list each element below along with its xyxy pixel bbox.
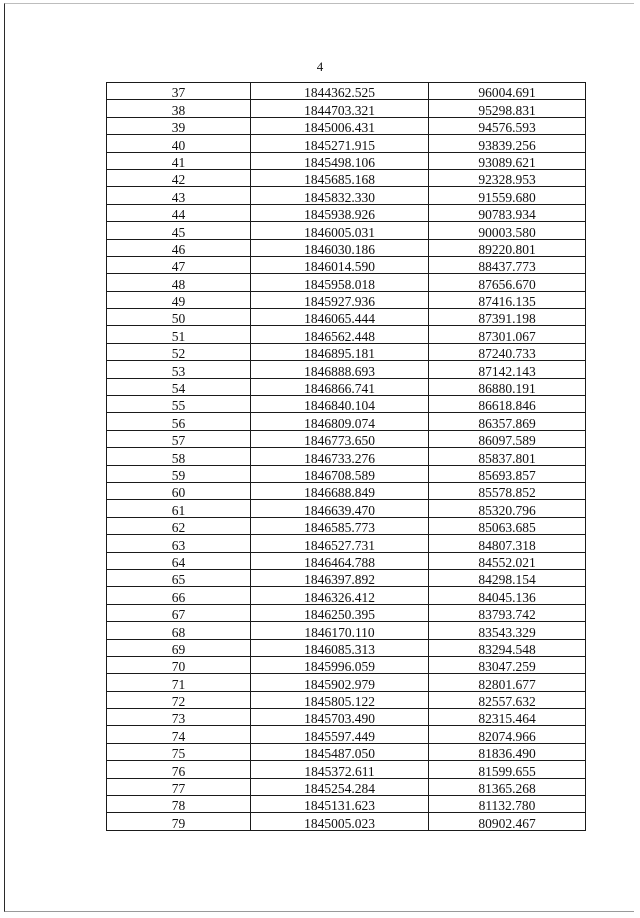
x-coordinate-cell: 1846005.031 xyxy=(251,222,429,239)
table-row xyxy=(107,239,586,256)
point-number-cell: 45 xyxy=(107,222,251,239)
y-coordinate-cell: 83543.329 xyxy=(429,622,586,639)
point-number-cell: 54 xyxy=(107,378,251,395)
x-coordinate-cell: 1844362.525 xyxy=(251,83,429,100)
table-row xyxy=(107,309,586,326)
table-row xyxy=(107,639,586,656)
table-row xyxy=(107,343,586,360)
point-number-cell: 49 xyxy=(107,291,251,308)
point-number-cell: 65 xyxy=(107,569,251,586)
table-row xyxy=(107,187,586,204)
table-row xyxy=(107,274,586,291)
x-coordinate-cell: 1846170.110 xyxy=(251,622,429,639)
table-row xyxy=(107,413,586,430)
table-row xyxy=(107,587,586,604)
table-row xyxy=(107,691,586,708)
table-row xyxy=(107,709,586,726)
point-number-cell: 39 xyxy=(107,117,251,134)
table-row xyxy=(107,674,586,691)
x-coordinate-cell: 1846030.186 xyxy=(251,239,429,256)
x-coordinate-cell: 1845372.611 xyxy=(251,761,429,778)
table-row xyxy=(107,117,586,134)
table-row xyxy=(107,796,586,813)
x-coordinate-cell: 1845131.623 xyxy=(251,796,429,813)
y-coordinate-cell: 86618.846 xyxy=(429,396,586,413)
table-row xyxy=(107,378,586,395)
x-coordinate-cell: 1846733.276 xyxy=(251,448,429,465)
table-row xyxy=(107,552,586,569)
table-row xyxy=(107,813,586,830)
table-row xyxy=(107,361,586,378)
table-row xyxy=(107,517,586,534)
x-coordinate-cell: 1846014.590 xyxy=(251,256,429,273)
point-number-cell: 73 xyxy=(107,709,251,726)
table-row xyxy=(107,604,586,621)
table-row xyxy=(107,535,586,552)
point-number-cell: 71 xyxy=(107,674,251,691)
x-coordinate-cell: 1845938.926 xyxy=(251,204,429,221)
table-row xyxy=(107,100,586,117)
table-row xyxy=(107,204,586,221)
point-number-cell: 64 xyxy=(107,552,251,569)
y-coordinate-cell: 87142.143 xyxy=(429,361,586,378)
y-coordinate-cell: 95298.831 xyxy=(429,100,586,117)
table-row xyxy=(107,569,586,586)
table-row xyxy=(107,256,586,273)
x-coordinate-cell: 1846708.589 xyxy=(251,465,429,482)
table-row xyxy=(107,656,586,673)
point-number-cell: 76 xyxy=(107,761,251,778)
table-row xyxy=(107,500,586,517)
x-coordinate-cell: 1846639.470 xyxy=(251,500,429,517)
table-row xyxy=(107,152,586,169)
y-coordinate-cell: 81365.268 xyxy=(429,778,586,795)
point-number-cell: 43 xyxy=(107,187,251,204)
table-row xyxy=(107,726,586,743)
point-number-cell: 70 xyxy=(107,656,251,673)
y-coordinate-cell: 84298.154 xyxy=(429,569,586,586)
x-coordinate-cell: 1846562.448 xyxy=(251,326,429,343)
point-number-cell: 44 xyxy=(107,204,251,221)
x-coordinate-cell: 1845597.449 xyxy=(251,726,429,743)
page-number: 4 xyxy=(316,59,324,74)
y-coordinate-cell: 85693.857 xyxy=(429,465,586,482)
x-coordinate-cell: 1846065.444 xyxy=(251,309,429,326)
point-number-cell: 79 xyxy=(107,813,251,830)
x-coordinate-cell: 1846866.741 xyxy=(251,378,429,395)
x-coordinate-cell: 1846809.074 xyxy=(251,413,429,430)
point-number-cell: 55 xyxy=(107,396,251,413)
y-coordinate-cell: 87391.198 xyxy=(429,309,586,326)
point-number-cell: 56 xyxy=(107,413,251,430)
table-row xyxy=(107,83,586,100)
point-number-cell: 48 xyxy=(107,274,251,291)
point-number-cell: 51 xyxy=(107,326,251,343)
point-number-cell: 66 xyxy=(107,587,251,604)
y-coordinate-cell: 82801.677 xyxy=(429,674,586,691)
y-coordinate-cell: 80902.467 xyxy=(429,813,586,830)
table-row xyxy=(107,482,586,499)
x-coordinate-cell: 1846326.412 xyxy=(251,587,429,604)
x-coordinate-cell: 1845832.330 xyxy=(251,187,429,204)
y-coordinate-cell: 82315.464 xyxy=(429,709,586,726)
y-coordinate-cell: 86097.589 xyxy=(429,430,586,447)
x-coordinate-cell: 1846397.892 xyxy=(251,569,429,586)
table-row xyxy=(107,761,586,778)
y-coordinate-cell: 91559.680 xyxy=(429,187,586,204)
x-coordinate-cell: 1845498.106 xyxy=(251,152,429,169)
coordinates-table xyxy=(106,82,586,831)
point-number-cell: 58 xyxy=(107,448,251,465)
y-coordinate-cell: 87416.135 xyxy=(429,291,586,308)
point-number-cell: 42 xyxy=(107,169,251,186)
point-number-cell: 62 xyxy=(107,517,251,534)
y-coordinate-cell: 87656.670 xyxy=(429,274,586,291)
point-number-cell: 69 xyxy=(107,639,251,656)
table-row xyxy=(107,396,586,413)
point-number-cell: 38 xyxy=(107,100,251,117)
point-number-cell: 75 xyxy=(107,743,251,760)
y-coordinate-cell: 85837.801 xyxy=(429,448,586,465)
y-coordinate-cell: 92328.953 xyxy=(429,169,586,186)
x-coordinate-cell: 1845805.122 xyxy=(251,691,429,708)
y-coordinate-cell: 96004.691 xyxy=(429,83,586,100)
x-coordinate-cell: 1845005.023 xyxy=(251,813,429,830)
x-coordinate-cell: 1845487.050 xyxy=(251,743,429,760)
x-coordinate-cell: 1845902.979 xyxy=(251,674,429,691)
y-coordinate-cell: 85320.796 xyxy=(429,500,586,517)
table-row xyxy=(107,778,586,795)
point-number-cell: 37 xyxy=(107,83,251,100)
table-row xyxy=(107,222,586,239)
x-coordinate-cell: 1846840.104 xyxy=(251,396,429,413)
point-number-cell: 50 xyxy=(107,309,251,326)
x-coordinate-cell: 1846527.731 xyxy=(251,535,429,552)
x-coordinate-cell: 1846888.693 xyxy=(251,361,429,378)
table-row xyxy=(107,465,586,482)
y-coordinate-cell: 87301.067 xyxy=(429,326,586,343)
y-coordinate-cell: 90783.934 xyxy=(429,204,586,221)
x-coordinate-cell: 1846085.313 xyxy=(251,639,429,656)
point-number-cell: 52 xyxy=(107,343,251,360)
y-coordinate-cell: 94576.593 xyxy=(429,117,586,134)
y-coordinate-cell: 90003.580 xyxy=(429,222,586,239)
x-coordinate-cell: 1846688.849 xyxy=(251,482,429,499)
x-coordinate-cell: 1846250.395 xyxy=(251,604,429,621)
y-coordinate-cell: 81599.655 xyxy=(429,761,586,778)
point-number-cell: 63 xyxy=(107,535,251,552)
table-row xyxy=(107,291,586,308)
y-coordinate-cell: 89220.801 xyxy=(429,239,586,256)
table-row xyxy=(107,135,586,152)
y-coordinate-cell: 88437.773 xyxy=(429,256,586,273)
point-number-cell: 74 xyxy=(107,726,251,743)
point-number-cell: 41 xyxy=(107,152,251,169)
y-coordinate-cell: 85063.685 xyxy=(429,517,586,534)
point-number-cell: 47 xyxy=(107,256,251,273)
y-coordinate-cell: 84807.318 xyxy=(429,535,586,552)
y-coordinate-cell: 84552.021 xyxy=(429,552,586,569)
point-number-cell: 72 xyxy=(107,691,251,708)
x-coordinate-cell: 1846895.181 xyxy=(251,343,429,360)
x-coordinate-cell: 1845006.431 xyxy=(251,117,429,134)
point-number-cell: 40 xyxy=(107,135,251,152)
y-coordinate-cell: 82074.966 xyxy=(429,726,586,743)
table-row xyxy=(107,430,586,447)
x-coordinate-cell: 1846585.773 xyxy=(251,517,429,534)
point-number-cell: 46 xyxy=(107,239,251,256)
x-coordinate-cell: 1845271.915 xyxy=(251,135,429,152)
x-coordinate-cell: 1844703.321 xyxy=(251,100,429,117)
y-coordinate-cell: 86880.191 xyxy=(429,378,586,395)
y-coordinate-cell: 86357.869 xyxy=(429,413,586,430)
point-number-cell: 77 xyxy=(107,778,251,795)
y-coordinate-cell: 93089.621 xyxy=(429,152,586,169)
point-number-cell: 53 xyxy=(107,361,251,378)
point-number-cell: 68 xyxy=(107,622,251,639)
x-coordinate-cell: 1846464.788 xyxy=(251,552,429,569)
y-coordinate-cell: 83294.548 xyxy=(429,639,586,656)
table-row xyxy=(107,743,586,760)
y-coordinate-cell: 84045.136 xyxy=(429,587,586,604)
table-row xyxy=(107,622,586,639)
point-number-cell: 57 xyxy=(107,430,251,447)
y-coordinate-cell: 87240.733 xyxy=(429,343,586,360)
x-coordinate-cell: 1845703.490 xyxy=(251,709,429,726)
table-row xyxy=(107,169,586,186)
y-coordinate-cell: 82557.632 xyxy=(429,691,586,708)
point-number-cell: 61 xyxy=(107,500,251,517)
y-coordinate-cell: 83047.259 xyxy=(429,656,586,673)
y-coordinate-cell: 85578.852 xyxy=(429,482,586,499)
x-coordinate-cell: 1845927.936 xyxy=(251,291,429,308)
point-number-cell: 60 xyxy=(107,482,251,499)
point-number-cell: 67 xyxy=(107,604,251,621)
y-coordinate-cell: 81132.780 xyxy=(429,796,586,813)
point-number-cell: 59 xyxy=(107,465,251,482)
y-coordinate-cell: 93839.256 xyxy=(429,135,586,152)
y-coordinate-cell: 81836.490 xyxy=(429,743,586,760)
x-coordinate-cell: 1845685.168 xyxy=(251,169,429,186)
table-row xyxy=(107,448,586,465)
x-coordinate-cell: 1846773.650 xyxy=(251,430,429,447)
y-coordinate-cell: 83793.742 xyxy=(429,604,586,621)
x-coordinate-cell: 1845254.284 xyxy=(251,778,429,795)
table-row xyxy=(107,326,586,343)
point-number-cell: 78 xyxy=(107,796,251,813)
coordinates-table-body xyxy=(107,83,586,831)
x-coordinate-cell: 1845996.059 xyxy=(251,656,429,673)
x-coordinate-cell: 1845958.018 xyxy=(251,274,429,291)
